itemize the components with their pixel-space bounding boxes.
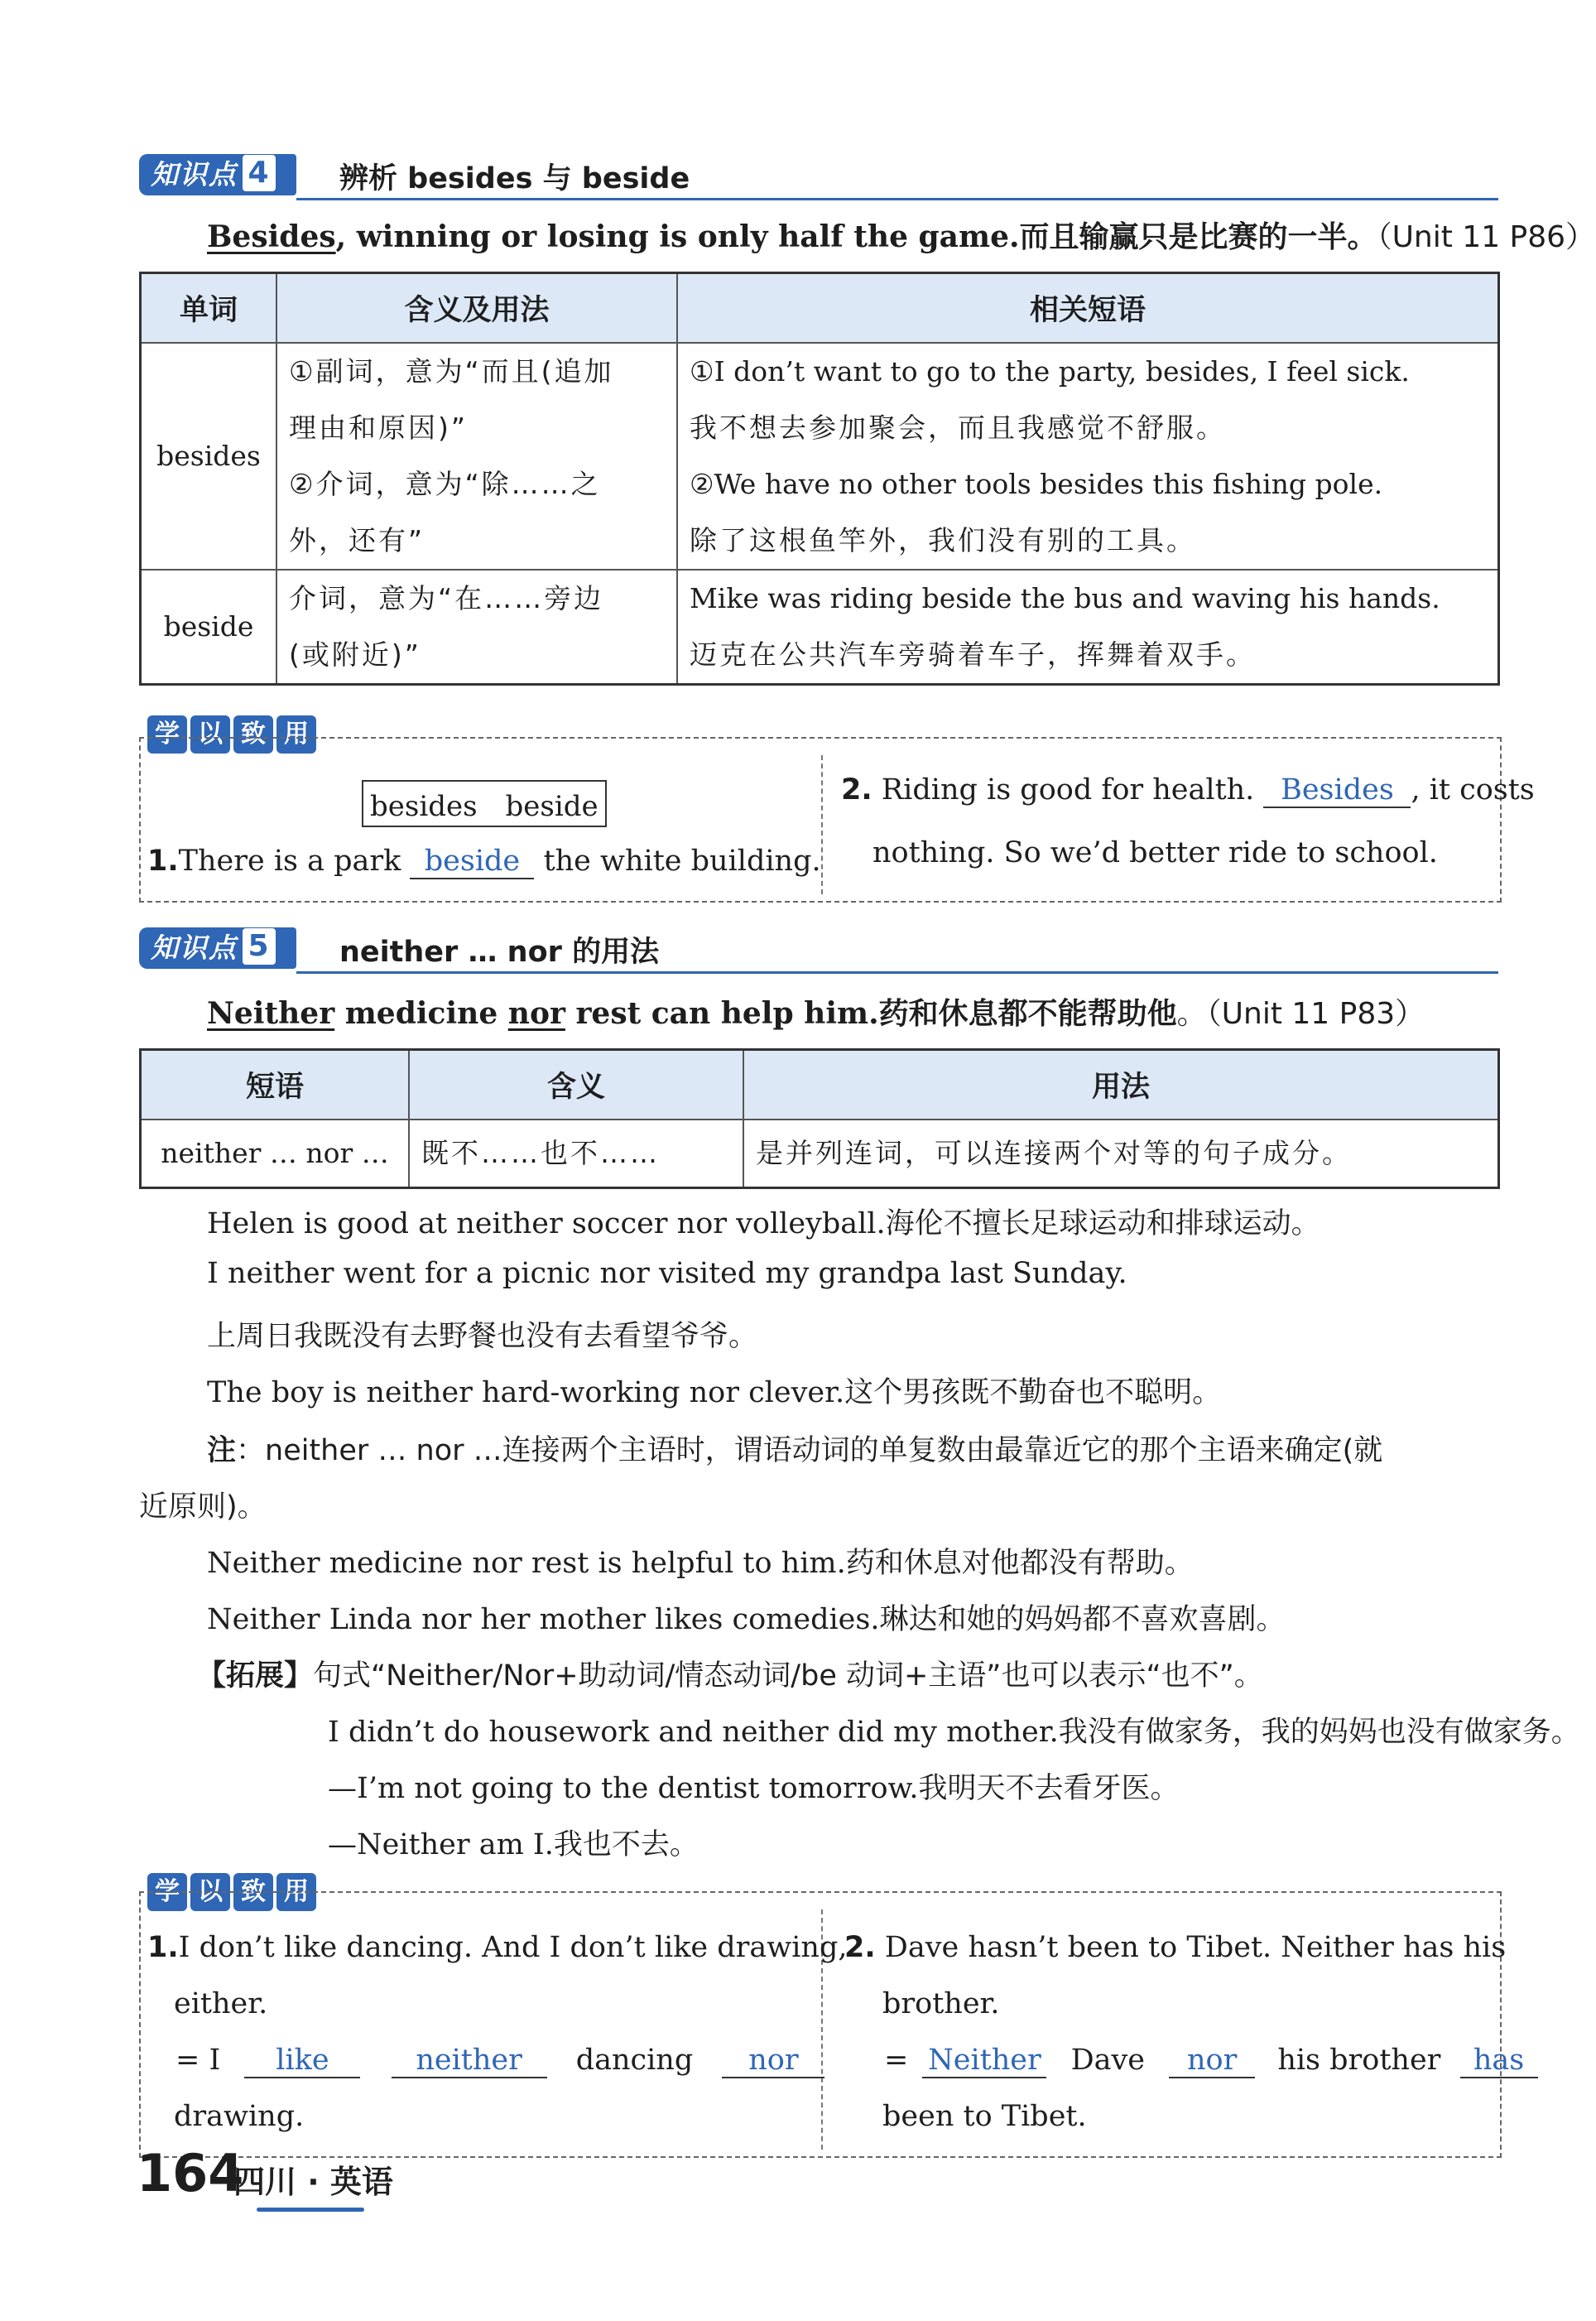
body-line-7: Neither Linda nor her mother likes comedies.琳达和她的妈妈都不喜欢喜剧。 [207, 1603, 1286, 1636]
kp4-example-keyword: Besides [207, 219, 336, 254]
kp4-table [139, 272, 1500, 686]
note-line: 注：neither … nor …连接两个主语时，谓语动词的单复数由最靠近它的那个主语来确定(就 [207, 1434, 1383, 1467]
table-row [141, 570, 1499, 685]
practice2-q2-blank-1[interactable]: Neither [922, 2044, 1046, 2078]
practice2-q2: 2. Dave hasn’t been to Tibet. Neither has his [844, 1931, 1507, 1964]
practice1-badge: 学 以 致 用 [147, 715, 316, 754]
kp4-title: 辨析 besides 与 beside [339, 162, 690, 195]
body-line-6: Neither medicine nor rest is helpful to him.药和休息对他都没有帮助。 [207, 1547, 1194, 1580]
kp5-example: Neither medicine nor rest can help him.药和休息都不能帮助他。（Unit 11 P83） [207, 996, 1425, 1031]
table-row [141, 1120, 1499, 1188]
kp5-meaning: 既不……也不…… [409, 1120, 743, 1188]
footer-accent-line [257, 2208, 364, 2212]
practice2-q2-answer-line: = Neither Dave nor his brother has [884, 2044, 1538, 2078]
kp4-usage-beside: 介词，意为“在……旁边 (或附近)” [276, 570, 677, 685]
practice1-q1-blank[interactable]: beside [410, 845, 534, 879]
kp4-word-besides: besides [141, 343, 277, 570]
kp4-example: Besides, winning or losing is only half the game.而且输赢只是比赛的一半。（Unit 11 P86） [207, 219, 1596, 254]
kp5-title: neither … nor 的用法 [339, 936, 660, 969]
note-line-cont: 近原则)。 [139, 1490, 267, 1524]
practice2-q1-blank-3[interactable]: nor [722, 2044, 824, 2078]
kp5-phrase: neither … nor … [141, 1120, 410, 1188]
kp5-rule [296, 971, 1498, 974]
practice2-q2-blank-2[interactable]: nor [1169, 2044, 1255, 2078]
kp4-phrases-beside: Mike was riding beside the bus and waving his hands. 迈克在公共汽车旁骑着车子，挥舞着双手。 [677, 570, 1499, 685]
practice2-q2-cont: brother. [882, 1987, 1000, 2020]
kp5-th-phrase: 短语 [141, 1050, 410, 1120]
practice2-q1-end: drawing. [174, 2100, 305, 2133]
practice2-q1-blank-1[interactable]: like [244, 2044, 360, 2078]
kp5-usage: 是并列连词，可以连接两个对等的句子成分。 [743, 1120, 1499, 1188]
practice2-badge: 学 以 致 用 [147, 1873, 316, 1911]
practice1-wordbox: besides beside [362, 780, 607, 827]
kp4-badge: 知识点 4 [139, 154, 296, 195]
body-line-4: The boy is neither hard-working nor clever.这个男孩既不勤奋也不聪明。 [207, 1376, 1222, 1409]
body-line-1: Helen is good at neither soccer nor volleyball.海伦不擅长足球运动和排球运动。 [207, 1207, 1320, 1240]
kp4-number: 4 [243, 155, 276, 191]
body-line-3: 上周日我既没有去野餐也没有去看望爷爷。 [207, 1320, 758, 1353]
practice2-q1: 1.I don’t like dancing. And I don’t like drawing, [147, 1931, 848, 1964]
practice2-q1-blank-2[interactable]: neither [392, 2044, 547, 2078]
practice2-q2-end: been to Tibet. [882, 2100, 1087, 2133]
kp5-table-header-row [141, 1050, 1499, 1120]
practice1-divider [821, 755, 823, 894]
kp5-number: 5 [243, 928, 276, 965]
kp4-usage-besides: ①副词，意为“而且(追加 理由和原因)” ②介词，意为“除……之 外，还有” [276, 343, 677, 570]
practice2-q1-answer-line: = I like neither dancing nor [175, 2044, 824, 2078]
practice1-q2-cont: nothing. So we’d better ride to school. [873, 836, 1438, 869]
extension-label: 【拓展】 [197, 1659, 314, 1693]
extension-example-1: I didn’t do housework and neither did my mother.我没有做家务，我的妈妈也没有做家务。 [328, 1716, 1580, 1749]
practice2-q1-cont: either. [174, 1987, 268, 2020]
extension-line: 【拓展】句式“Neither/Nor+助动词/情态动词/be 动词+主语”也可以表示“也不”。 [197, 1659, 1263, 1693]
kp4-th-usage: 含义及用法 [276, 273, 677, 344]
extension-example-3: —Neither am I.我也不去。 [328, 1828, 699, 1861]
kp4-th-phrases: 相关短语 [677, 273, 1499, 344]
kp4-word-beside: beside [141, 570, 277, 685]
kp5-table [139, 1048, 1500, 1189]
footer-label: 四川 · 英语 [233, 2164, 393, 2200]
kp4-phrases-besides: ①I don’t want to go to the party, besides, I feel sick. 我不想去参加聚会，而且我感觉不舒服。 ②We have no other tools besides this fishing pole. 除了这根鱼竿外，我们没有别的工具。 [677, 343, 1499, 570]
kp5-header [139, 927, 1498, 974]
practice1-q2-blank[interactable]: Besides [1263, 773, 1411, 808]
practice2-q2-blank-3[interactable]: has [1460, 2044, 1538, 2078]
kp4-table-header-row [141, 273, 1499, 344]
practice1-q1: 1.There is a park beside the white building. [147, 845, 821, 878]
page-number: 164 [137, 2143, 244, 2203]
table-row [141, 343, 1499, 570]
kp5-th-usage: 用法 [743, 1050, 1499, 1120]
kp4-rule [296, 198, 1498, 200]
body-line-2: I neither went for a picnic nor visited my grandpa last Sunday. [207, 1257, 1127, 1290]
practice1-q2: 2. Riding is good for health. Besides , it costs [841, 773, 1535, 807]
kp5-th-meaning: 含义 [409, 1050, 743, 1120]
kp4-th-word: 单词 [141, 273, 277, 344]
kp4-header [139, 154, 1498, 200]
kp5-badge: 知识点 5 [139, 927, 296, 969]
extension-example-2: —I’m not going to the dentist tomorrow.我明天不去看牙医。 [328, 1772, 1180, 1805]
note-label: 注 [207, 1434, 237, 1467]
